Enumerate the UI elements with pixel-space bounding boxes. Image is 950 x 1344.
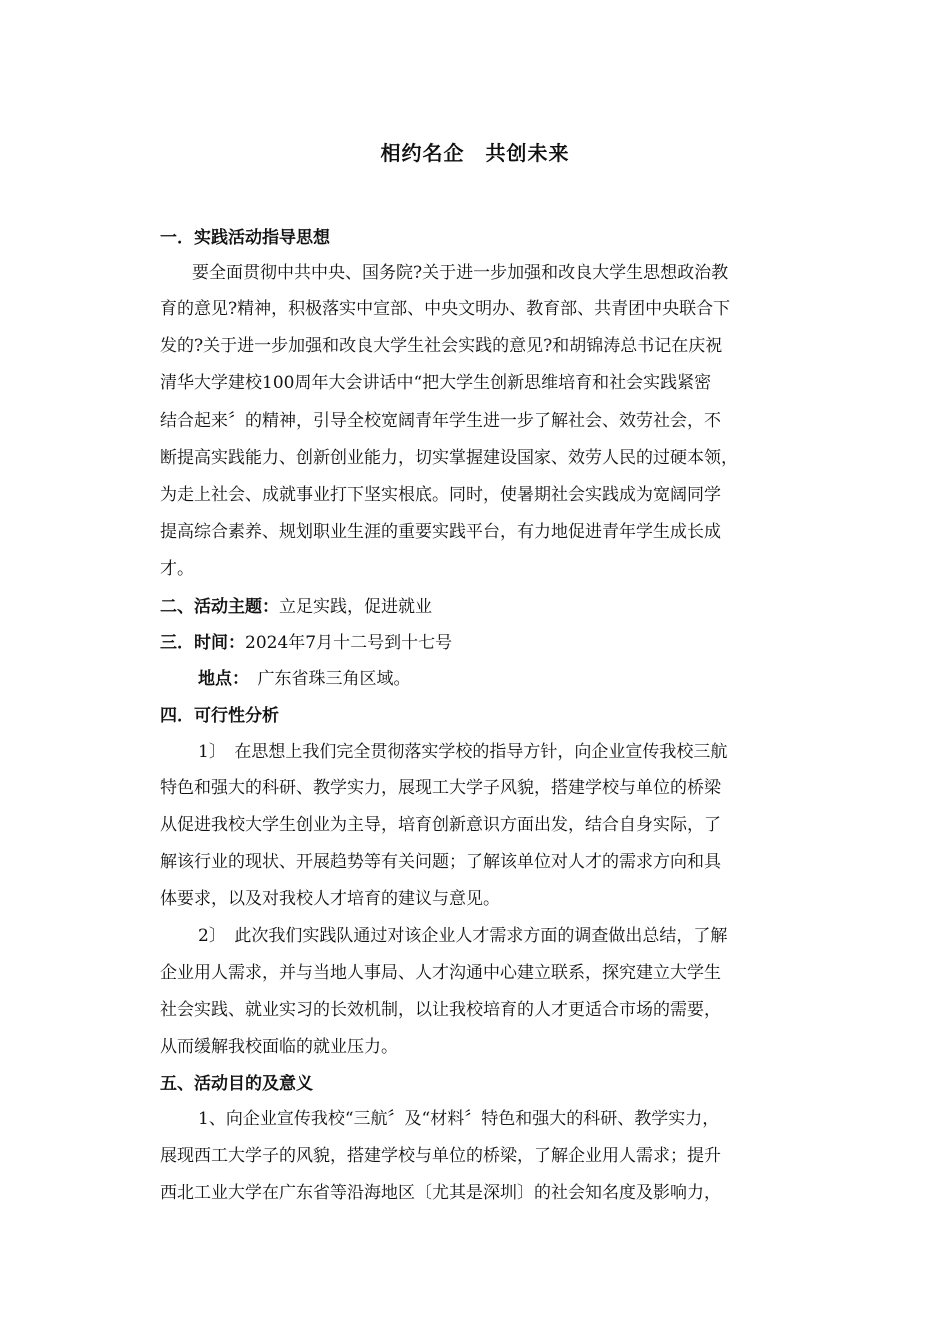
activity-theme-label: 二、活动主题： [160,597,279,617]
paragraph-line: 1〕 在思想上我们完全贯彻落实学校的指导方针，向企业宣传我校三航 [198,742,728,762]
paragraph-line: 育的意见?精神，积极落实中宣部、中央文明办、教育部、共青团中央联合下 [160,299,731,319]
activity-theme-row [160,596,432,618]
paragraph-line: 2〕 此次我们实践队通过对该企业人才需求方面的调查做出总结，了解 [198,926,728,946]
paragraph-line: 才。 [160,559,194,579]
paragraph-line: 体要求，以及对我校人才培育的建议与意见。 [160,889,500,909]
activity-place-row [198,668,411,690]
paragraph-line: 要全面贯彻中共中央、国务院?关于进一步加强和改良大学生思想政治教 [192,263,729,283]
paragraph-line: 社会实践、就业实习的长效机制，以让我校培育的人才更适合市场的需要， [160,1000,721,1020]
paragraph-line: 展现西工大学子的风貌，搭建学校与单位的桥梁，了解企业用人需求；提升 [160,1146,721,1166]
paragraph-line: 企业用人需求，并与当地人事局、人才沟通中心建立联系，探究建立大学生 [160,963,721,983]
section-heading-purpose: 五、活动目的及意义 [160,1074,313,1094]
paragraph-line: 西北工业大学在广东省等沿海地区〔尤其是深圳〕的社会知名度及影响力， [160,1183,721,1203]
document-title: 相约名企 共创未来 [380,141,570,165]
paragraph-line: 从而缓解我校面临的就业压力。 [160,1037,398,1057]
activity-place-label: 地点： [198,669,241,689]
paragraph-line: 特色和强大的科研、教学实力，展现工大学子风貌，搭建学校与单位的桥梁 [160,778,721,798]
paragraph-line: 从促进我校大学生创业为主导，培育创新意识方面出发，结合自身实际，了 [160,815,721,835]
paragraph-line: 清华大学建校100周年大会讲话中“把大学生创新思维培育和社会实践紧密 [160,373,712,393]
activity-theme-value: 立足实践，促进就业 [279,597,432,617]
paragraph-line: 结合起来〞的精神，引导全校宽阔青年学生进一步了解社会、效劳社会，不 [160,411,721,431]
paragraph-line: 为走上社会、成就事业打下坚实根底。同时，使暑期社会实践成为宽阔同学 [160,485,721,505]
paragraph-line: 1、向企业宣传我校“三航〞及“材料〞特色和强大的科研、教学实力， [198,1109,720,1129]
paragraph-line: 解该行业的现状、开展趋势等有关问题；了解该单位对人才的需求方向和具 [160,852,721,872]
activity-time-row [160,632,452,654]
section-heading-feasibility: 四．可行性分析 [160,706,279,726]
activity-place-value: 广东省珠三角区域。 [240,669,411,689]
paragraph-line: 断提高实践能力、创新创业能力，切实掌握建设国家、效劳人民的过硬本领， [160,448,738,468]
paragraph-line: 提高综合素养、规划职业生涯的重要实践平台，有力地促进青年学生成长成 [160,522,721,542]
section-heading-guiding-ideology: 一．实践活动指导思想 [160,228,330,248]
activity-time-value: 2024年7月十二号到十七号 [245,633,453,653]
activity-time-label: 三．时间： [160,633,245,653]
paragraph-line: 发的?关于进一步加强和改良大学生社会实践的意见?和胡锦涛总书记在庆祝 [160,336,723,356]
